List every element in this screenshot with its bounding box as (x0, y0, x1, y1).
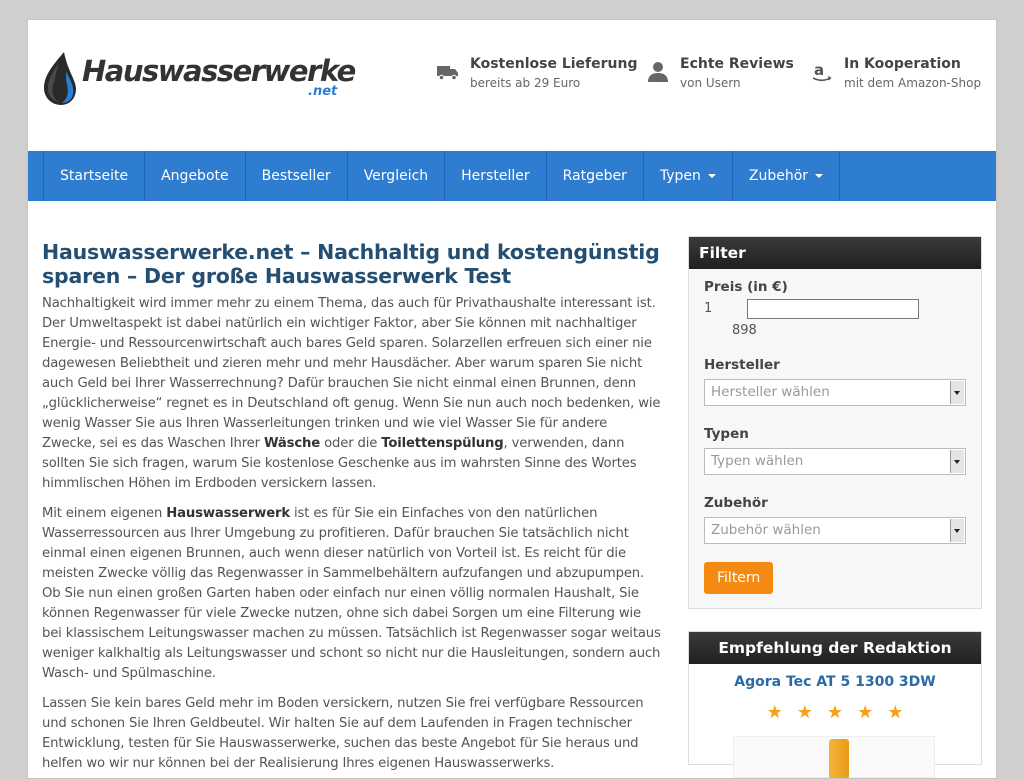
usp-title: Echte Reviews (680, 56, 794, 72)
caret-down-icon (708, 174, 716, 178)
nav-item-typen[interactable] (643, 151, 732, 201)
price-label: Preis (in €) (704, 279, 788, 295)
nav-item-label: Zubehör (748, 168, 809, 184)
nav-item-label: Typen (659, 168, 701, 184)
sidebar (688, 236, 982, 779)
star-rating (689, 704, 981, 722)
user-icon (646, 60, 670, 84)
select-placeholder: Hersteller wählen (711, 384, 830, 400)
filter-button[interactable]: Filtern (704, 562, 773, 594)
page-title: Hauswasserwerke.net – Nachhaltig und kostengünstig sparen – Der große Hauswasserwerk Test (42, 240, 660, 288)
star-icon: ★ (887, 702, 904, 723)
text: Nachhaltigkeit wird immer mehr zu einem Thema, das auch für Privathaushalte interessant ist. Der Umweltaspekt ist dabei natürlich ein wichtiger Faktor, aber Sie können mit nachhaltiger Energie- und Ressourcenwirtschaft auch bares Geld sparen. Solarzellen erfreuen sich einer nie dagewesen Beliebtheit und zieren mehr und mehr Hausdächer. Aber warum sparen Sie nicht auch Geld bei Ihrer Wasserrechnung? Dafür brauchen Sie nicht einmal einen Brunnen, denn „glücklicherweise“ regnet es in Deutschland oft genug. Wenn Sie nun auch noch bedenken, wie wenig Wasser Sie aus Ihren Wasserleitungen trinken und wie viel Wasser Sie für andere Zwecke, sei es das Waschen Ihrer (42, 296, 661, 451)
site-logo[interactable] (42, 50, 355, 108)
star-icon: ★ (857, 702, 874, 723)
product-image[interactable] (733, 736, 935, 778)
nav-item-startseite[interactable]: Startseite (43, 151, 144, 201)
accessories-select[interactable] (704, 517, 966, 544)
nav-item-zubehoer[interactable] (732, 151, 840, 201)
recommendation-widget (688, 631, 982, 765)
usp-title: In Kooperation (844, 56, 961, 72)
recommended-product-link[interactable]: Agora Tec AT 5 1300 3DW (734, 674, 936, 690)
manufacturer-select[interactable] (704, 379, 966, 406)
dropdown-arrow-icon (950, 450, 964, 473)
price-range (704, 301, 966, 341)
link-toilettenspuelung[interactable]: Toilettenspülung (381, 436, 504, 451)
header (28, 20, 997, 151)
manufacturer-label: Hersteller (704, 357, 780, 373)
main-navigation (28, 151, 997, 201)
dropdown-arrow-icon (950, 519, 964, 542)
filter-title: Filter (689, 237, 981, 269)
nav-item-hersteller[interactable]: Hersteller (444, 151, 545, 201)
link-hauswasserwerk[interactable]: Hauswasserwerk (166, 506, 290, 521)
nav-item-ratgeber[interactable]: Ratgeber (546, 151, 643, 201)
product-picture (829, 739, 849, 779)
caret-down-icon (815, 174, 823, 178)
nav-item-bestseller[interactable]: Bestseller (245, 151, 347, 201)
paragraph-hauswasserwerk (42, 504, 662, 684)
usp-amazon (810, 56, 990, 96)
nav-item-angebote[interactable]: Angebote (144, 151, 245, 201)
usp-subtitle: von Usern (680, 76, 741, 90)
page (27, 19, 997, 779)
price-slider[interactable] (747, 299, 919, 319)
paragraph-closing: Lassen Sie kein bares Geld mehr im Boden versickern, nutzen Sie frei verfügbare Ressourcen und schonen Sie Ihren Geldbeutel. Wir halten Sie auf dem Laufenden in Fragen technischer Entwicklung, testen für Sie Hauswasserwerke, suchen das beste Angebot für Sie heraus und helfen wo wir nur können bei der Realisierung Ihres eigenen Hauswasserwerks. (42, 696, 644, 771)
types-label: Typen (704, 426, 749, 442)
text: , verwenden, dann sollten Sie sich fragen, warum Sie kostenlose Geschenke aus im wahrsten Sinne des Wortes himmlischen Höhen im Erdboden versickern lassen. (42, 436, 637, 491)
recommendation-title: Empfehlung der Redaktion (689, 632, 981, 664)
usp-title: Kostenlose Lieferung (470, 56, 638, 72)
accessories-label: Zubehör (704, 495, 768, 511)
filter-widget (688, 236, 982, 609)
star-icon: ★ (796, 702, 813, 723)
logo-text: Hauswasserwerke (82, 54, 355, 88)
link-waesche[interactable]: Wäsche (263, 436, 321, 451)
select-placeholder: Zubehör wählen (711, 522, 821, 538)
svg-text:a: a (814, 61, 825, 79)
water-drop-icon (42, 50, 78, 106)
price-max: 898 (732, 323, 757, 338)
text: Mit einem eigenen (42, 506, 167, 521)
text: oder die (320, 436, 382, 451)
select-placeholder: Typen wählen (711, 453, 804, 469)
amazon-icon (810, 60, 834, 84)
paragraph-intro (42, 294, 662, 494)
text: ist es für Sie ein Einfaches von den natürlichen Wasserressourcen aus Ihrer Umgebung zu profitieren. Dafür brauchen Sie tatsächlich nicht einmal einen eigenen Brunnen, auch wenn dieser natürlich von Vorteil ist. Es reicht für die meisten Zwecke völlig das Regenwasser in Sammelbehältern aufzufangen und abzupumpen. Ob Sie nun einen großen Garten haben oder einfach nur einen völlig normalen Haushalt, Sie können Regenwasser für viele Zwecke nutzen, ohne sich dabei Sorgen um eine Filterung wie bei klassischem Leitungswasser machen zu müssen. Tatsächlich ist Regenwasser sogar weitaus weniger kalkhaltig als Leitungswasser und schont so nicht nur die Hausleitungen, sondern auch Wasch- und Spülmaschine. (42, 506, 661, 681)
types-select[interactable] (704, 448, 966, 475)
star-icon: ★ (766, 702, 783, 723)
nav-item-vergleich[interactable]: Vergleich (347, 151, 444, 201)
truck-icon (436, 60, 460, 84)
usp-subtitle: bereits ab 29 Euro (470, 76, 581, 90)
star-icon: ★ (826, 702, 844, 723)
logo-subtext: .net (308, 84, 338, 99)
usp-reviews (646, 56, 794, 96)
usp-subtitle: mit dem Amazon-Shop (844, 76, 982, 90)
usp-delivery (436, 56, 638, 96)
price-min: 1 (704, 301, 713, 316)
dropdown-arrow-icon (950, 381, 964, 404)
main-content (42, 240, 662, 779)
